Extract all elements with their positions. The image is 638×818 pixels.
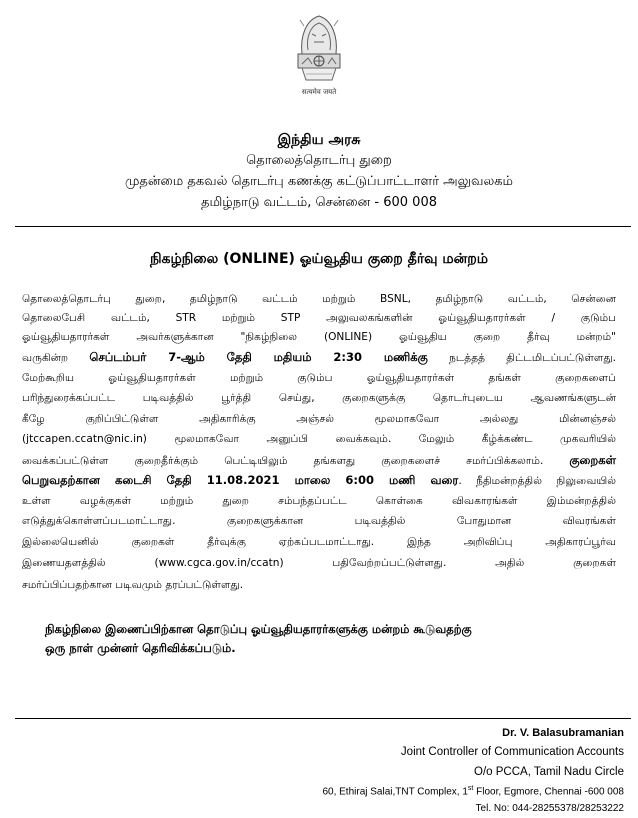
floor-ordinal: st (467, 785, 474, 792)
deadline-text: பெறுவதற்கான கடைசி தேதி 11.08.2021 மாலை 6:00 மணி வரை (22, 473, 459, 487)
body-line: ஓய்வூதியதாரர்கள் அவர்களுக்கான "நிகழ்நிலை (ONLINE) ஓய்வூதிய குறை தீர்வு மன்றம்" (22, 331, 616, 343)
body-text: பதிவேற்றப்பட்டுள்ளது. அதில் குறைகள் (332, 557, 617, 569)
signatory-designation: Joint Controller of Communication Accounts (400, 746, 624, 758)
government-name: இந்திய அரசு (277, 132, 361, 148)
emblem-motto: सत्यमेव जयते (301, 88, 337, 96)
body-text: நடத்தத் திட்டமிடப்பட்டுள்ளது. (449, 352, 617, 364)
body-text: வருகின்ற (22, 352, 69, 364)
body-line (22, 554, 616, 572)
office-location: தமிழ்நாடு வட்டம், சென்னை - 600 008 (201, 195, 437, 210)
signatory-office: O/o PCCA, Tamil Nadu Circle (474, 766, 624, 778)
address-part: Floor, Egmore, Chennai -600 008 (473, 786, 624, 798)
body-line: உள்ள வழக்குகள் மற்றும் துறை சம்பந்தப்பட்ட கொள்கை விவகாரங்கள் இம்மன்றத்தில் (22, 495, 616, 507)
department-name: தொலைத்தொடர்பு துறை (246, 153, 392, 168)
signature-divider (15, 718, 631, 719)
body-line (22, 471, 616, 489)
email-address: (jtccapen.ccatn@nic.in) (22, 433, 147, 445)
signatory-name: Dr. V. Balasubramanian (502, 727, 624, 739)
body-line (22, 430, 616, 448)
body-text: இணையதளத்தில் (22, 557, 106, 569)
body-line: எடுத்துக்கொள்ளப்படமாட்டாது. குறைகளுக்கான படிவத்தில் போதுமான விவரங்கள் (22, 515, 616, 527)
office-name: முதன்மை தகவல் தொடர்பு கணக்கு கட்டுப்பாட்டாளர் அலுவலகம் (124, 174, 514, 189)
body-text: மூலமாகவோ அனுப்பி வைக்கவும். மேலும் கீழ்க்கண்ட முகவரியில் (174, 433, 617, 445)
body-line: தொலைத்தொடர்பு துறை, தமிழ்நாடு வட்டம் மற்றும் BSNL, தமிழ்நாடு வட்டம், சென்னை (22, 293, 616, 305)
header-divider (15, 226, 631, 227)
forum-date-time: செப்டம்பர் 7-ஆம் தேதி மதியம் 2:30 மணிக்கு (89, 350, 428, 364)
body-line: கீழே குறிப்பிட்டுள்ள அதிகாரிக்கு அஞ்சல் மூலமாகவோ அல்லது மின்னஞ்சல் (22, 413, 616, 425)
body-line: பரிந்துரைக்கப்பட்ட படிவத்தில் பூர்த்தி செய்து, குறைகளுக்கு தொடர்புடைய ஆவணங்களுடன் (22, 392, 616, 404)
notice-title: நிகழ்நிலை (ONLINE) ஓய்வூதிய குறை தீர்வு மன்றம் (149, 251, 489, 267)
body-line: தொலைபேசி வட்டம், STR மற்றும் STP அலுவலகங்களின் ஓய்வூதியதாரர்கள் / குடும்ப (22, 312, 616, 324)
body-line (22, 348, 616, 366)
body-line: இல்லையெனில் குறைகள் தீர்வுக்கு ஏற்கப்படமாட்டாது. இந்த அறிவிப்பு அதிகாரப்பூர்வ (22, 536, 616, 548)
online-link-note: நிகழ்நிலை இணைப்பிற்கான தொடுப்பு ஓய்வூதியதாரர்களுக்கு மன்றம் கூடுவதற்கு (45, 622, 472, 636)
website-url: (www.cgca.gov.in/ccatn) (154, 557, 284, 569)
deadline-label: குறைகள் (569, 453, 616, 467)
body-line: மேற்கூறிய ஓய்வூதியதாரர்கள் மற்றும் குடும்ப ஓய்வூதியதாரர்கள் தங்கள் குறைகளைப் (22, 372, 616, 384)
office-telephone: Tel. No: 044-28255378/28253222 (475, 803, 624, 814)
body-line: சமர்ப்பிப்பதற்கான படிவமும் தரப்பட்டுள்ளது. (22, 579, 244, 591)
address-part: 60, Ethiraj Salai,TNT Complex, 1 (322, 786, 468, 798)
online-link-note: ஒரு நாள் முன்னர் தெரிவிக்கப்படும். (45, 641, 236, 655)
body-text: வைக்கப்பட்டுள்ள குறைதீர்க்கும் பெட்டியிலும் தங்களது குறைகளைச் சமர்ப்பிக்கலாம். (22, 455, 544, 467)
body-line (22, 451, 616, 469)
body-text: . நீதிமன்றத்தில் நிலுவையில் (458, 475, 616, 487)
office-address (322, 785, 624, 797)
